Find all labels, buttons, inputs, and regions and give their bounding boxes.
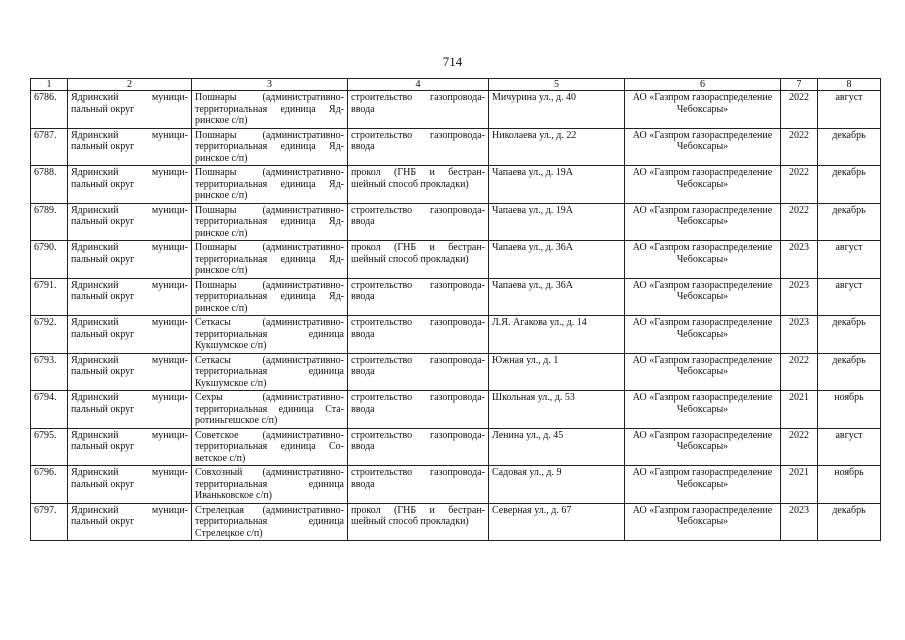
year-cell: 2022 — [781, 166, 818, 204]
work-type-cell: строительство газопровода-ввода — [348, 91, 489, 129]
table-row — [31, 278, 881, 316]
address-cell: Школьная ул., д. 53 — [489, 391, 625, 429]
address-cell: Чапаева ул., д. 36А — [489, 241, 625, 279]
work-type-cell: строительство газопровода-ввода — [348, 203, 489, 241]
organization-cell: АО «Газпром газораспределение Чебоксары» — [625, 91, 781, 129]
data-table — [30, 78, 881, 541]
column-number: 1 — [31, 79, 68, 91]
table-row — [31, 166, 881, 204]
organization-cell: АО «Газпром газораспределение Чебоксары» — [625, 391, 781, 429]
locality-cell: Пошнары (административно-территориальная единица Яд-ринское с/п) — [192, 203, 348, 241]
year-cell: 2022 — [781, 91, 818, 129]
locality-cell: Советское (административно-территориальная единица Со-ветское с/п) — [192, 428, 348, 466]
month-cell: август — [818, 278, 881, 316]
organization-cell: АО «Газпром газораспределение Чебоксары» — [625, 241, 781, 279]
page-number: 714 — [442, 54, 463, 69]
address-cell: Ленина ул., д. 45 — [489, 428, 625, 466]
work-type-cell: строительство газопровода-ввода — [348, 128, 489, 166]
table-row — [31, 391, 881, 429]
work-type-cell: строительство газопровода-ввода — [348, 391, 489, 429]
locality-cell: Пошнары (административно-территориальная единица Яд-ринское с/п) — [192, 91, 348, 129]
row-number: 6787. — [31, 128, 68, 166]
column-number: 8 — [818, 79, 881, 91]
locality-cell: Сехры (административно-территориальная единица Ста-ротиньгешское с/п) — [192, 391, 348, 429]
row-number: 6794. — [31, 391, 68, 429]
address-cell: Чапаева ул., д. 36А — [489, 278, 625, 316]
district-cell: Ядринский муници-пальный округ — [68, 353, 192, 391]
organization-cell: АО «Газпром газораспределение Чебоксары» — [625, 428, 781, 466]
table-body — [31, 91, 881, 541]
column-number-row — [31, 79, 881, 91]
address-cell: Южная ул., д. 1 — [489, 353, 625, 391]
district-cell: Ядринский муници-пальный округ — [68, 128, 192, 166]
row-number: 6788. — [31, 166, 68, 204]
year-cell: 2022 — [781, 353, 818, 391]
row-number: 6797. — [31, 503, 68, 541]
address-cell: Л.Я. Агакова ул., д. 14 — [489, 316, 625, 354]
district-cell: Ядринский муници-пальный округ — [68, 166, 192, 204]
work-type-cell: строительство газопровода-ввода — [348, 316, 489, 354]
column-number: 5 — [489, 79, 625, 91]
organization-cell: АО «Газпром газораспределение Чебоксары» — [625, 503, 781, 541]
locality-cell: Пошнары (административно-территориальная единица Яд-ринское с/п) — [192, 278, 348, 316]
month-cell: декабрь — [818, 353, 881, 391]
month-cell: ноябрь — [818, 391, 881, 429]
work-type-cell: прокол (ГНБ и бестран-шейный способ прокладки) — [348, 241, 489, 279]
locality-cell: Пошнары (административно-территориальная единица Яд-ринское с/п) — [192, 166, 348, 204]
year-cell: 2023 — [781, 316, 818, 354]
row-number: 6790. — [31, 241, 68, 279]
district-cell: Ядринский муници-пальный округ — [68, 503, 192, 541]
year-cell: 2022 — [781, 428, 818, 466]
district-cell: Ядринский муници-пальный округ — [68, 278, 192, 316]
district-cell: Ядринский муници-пальный округ — [68, 391, 192, 429]
work-type-cell: прокол (ГНБ и бестран-шейный способ прокладки) — [348, 166, 489, 204]
district-cell: Ядринский муници-пальный округ — [68, 316, 192, 354]
column-number: 3 — [192, 79, 348, 91]
locality-cell: Сеткасы (административно-территориальная единица Кукшумское с/п) — [192, 353, 348, 391]
month-cell: август — [818, 91, 881, 129]
address-cell: Чапаева ул., д. 19А — [489, 203, 625, 241]
month-cell: декабрь — [818, 316, 881, 354]
work-type-cell: строительство газопровода-ввода — [348, 353, 489, 391]
table-row — [31, 91, 881, 129]
row-number: 6786. — [31, 91, 68, 129]
work-type-cell: строительство газопровода-ввода — [348, 428, 489, 466]
year-cell: 2022 — [781, 203, 818, 241]
district-cell: Ядринский муници-пальный округ — [68, 203, 192, 241]
work-type-cell: прокол (ГНБ и бестран-шейный способ прокладки) — [348, 503, 489, 541]
district-cell: Ядринский муници-пальный округ — [68, 91, 192, 129]
year-cell: 2023 — [781, 278, 818, 316]
month-cell: декабрь — [818, 128, 881, 166]
locality-cell: Стрелецкая (административно-территориальная единица Стрелецкое с/п) — [192, 503, 348, 541]
organization-cell: АО «Газпром газораспределение Чебоксары» — [625, 278, 781, 316]
organization-cell: АО «Газпром газораспределение Чебоксары» — [625, 466, 781, 504]
row-number: 6793. — [31, 353, 68, 391]
organization-cell: АО «Газпром газораспределение Чебоксары» — [625, 166, 781, 204]
address-cell: Чапаева ул., д. 19А — [489, 166, 625, 204]
table-row — [31, 503, 881, 541]
table-row — [31, 353, 881, 391]
column-number: 6 — [625, 79, 781, 91]
table-row — [31, 128, 881, 166]
month-cell: декабрь — [818, 166, 881, 204]
address-cell: Садовая ул., д. 9 — [489, 466, 625, 504]
month-cell: декабрь — [818, 503, 881, 541]
organization-cell: АО «Газпром газораспределение Чебоксары» — [625, 353, 781, 391]
month-cell: ноябрь — [818, 466, 881, 504]
month-cell: август — [818, 241, 881, 279]
column-number: 7 — [781, 79, 818, 91]
locality-cell: Пошнары (административно-территориальная единица Яд-ринское с/п) — [192, 128, 348, 166]
district-cell: Ядринский муници-пальный округ — [68, 466, 192, 504]
organization-cell: АО «Газпром газораспределение Чебоксары» — [625, 316, 781, 354]
district-cell: Ядринский муници-пальный округ — [68, 241, 192, 279]
row-number: 6795. — [31, 428, 68, 466]
address-cell: Николаева ул., д. 22 — [489, 128, 625, 166]
month-cell: декабрь — [818, 203, 881, 241]
table-row — [31, 203, 881, 241]
district-cell: Ядринский муници-пальный округ — [68, 428, 192, 466]
column-number: 2 — [68, 79, 192, 91]
month-cell: август — [818, 428, 881, 466]
organization-cell: АО «Газпром газораспределение Чебоксары» — [625, 203, 781, 241]
locality-cell: Совхозный (административно-территориальная единица Иваньковское с/п) — [192, 466, 348, 504]
year-cell: 2023 — [781, 241, 818, 279]
organization-cell: АО «Газпром газораспределение Чебоксары» — [625, 128, 781, 166]
row-number: 6796. — [31, 466, 68, 504]
table-row — [31, 428, 881, 466]
table-row — [31, 466, 881, 504]
table-row — [31, 316, 881, 354]
locality-cell: Сеткасы (административно-территориальная единица Кукшумское с/п) — [192, 316, 348, 354]
address-cell: Северная ул., д. 67 — [489, 503, 625, 541]
year-cell: 2023 — [781, 503, 818, 541]
locality-cell: Пошнары (административно-территориальная единица Яд-ринское с/п) — [192, 241, 348, 279]
year-cell: 2021 — [781, 391, 818, 429]
row-number: 6792. — [31, 316, 68, 354]
work-type-cell: строительство газопровода-ввода — [348, 466, 489, 504]
year-cell: 2021 — [781, 466, 818, 504]
work-type-cell: строительство газопровода-ввода — [348, 278, 489, 316]
year-cell: 2022 — [781, 128, 818, 166]
table-row — [31, 241, 881, 279]
address-cell: Мичурина ул., д. 40 — [489, 91, 625, 129]
column-number: 4 — [348, 79, 489, 91]
row-number: 6789. — [31, 203, 68, 241]
row-number: 6791. — [31, 278, 68, 316]
